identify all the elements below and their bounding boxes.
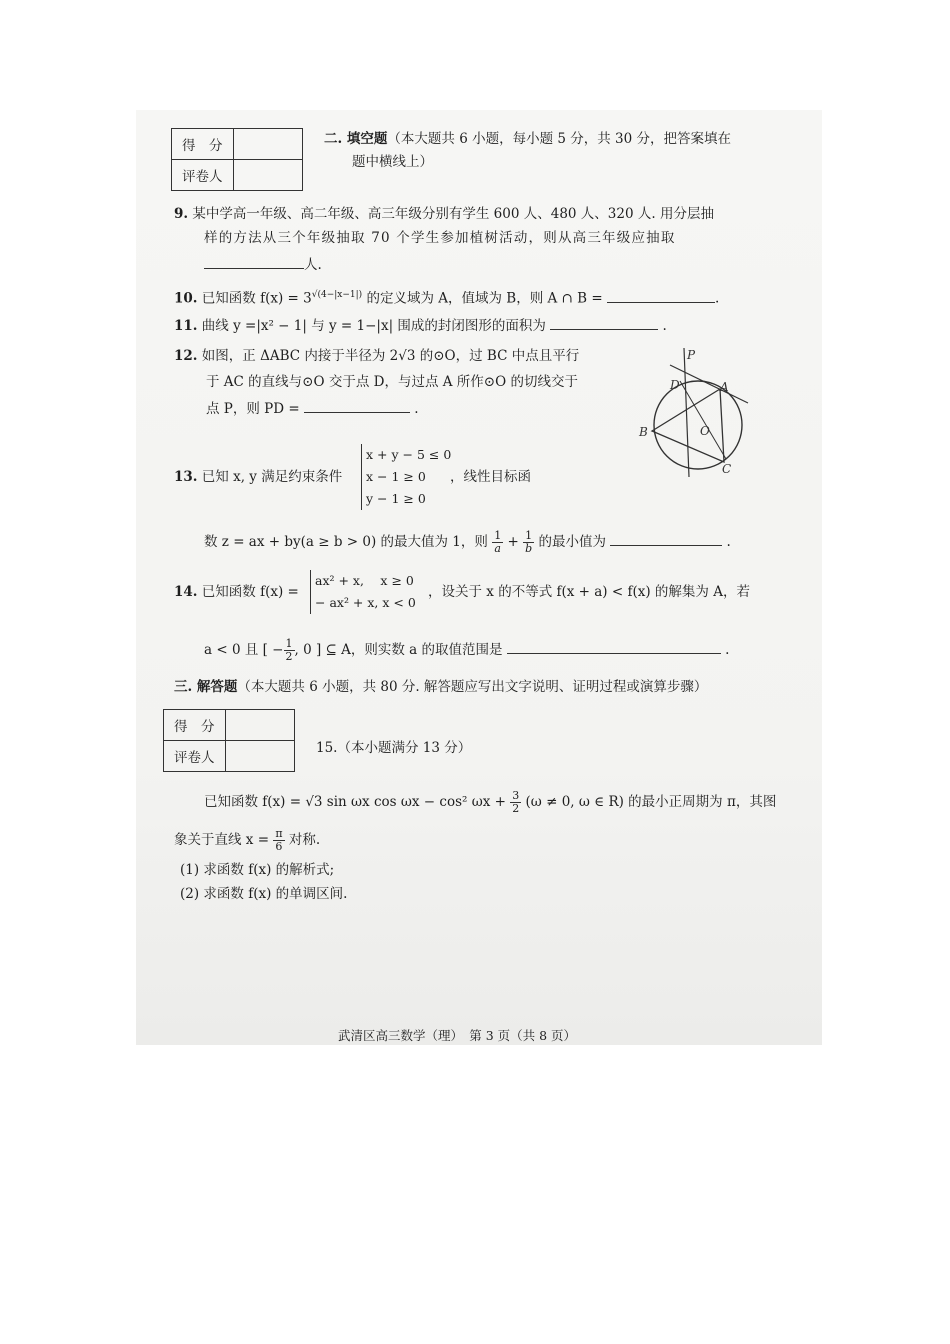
line-through-d [684,348,689,477]
score-value-cell [233,129,302,160]
fraction: $\frac{1}{2}$ [285,637,293,663]
q14-lead: 14. 已知函数 f(x) = [174,584,299,600]
q14-tail: ，设关于 x 的不等式 f(x + a) < f(x) 的解集为 A，若 [428,584,750,600]
grader-label: 评卷人 [172,160,234,191]
label-b: B [639,425,648,439]
q15-line1: 已知函数 f(x) = √3 sin ωx cos ωx − cos² ωx + $\frac{3}{2}$ (ω ≠ 0, ω ∈ R) 的最小正周期为 π，其图 [204,789,777,815]
answer-blank [550,315,658,330]
score-table-q15 [163,709,295,772]
page-footer: 武清区高三数学（理） 第 3 页（共 8 页） [338,1028,577,1043]
answer-blank [304,398,410,413]
q14-piecewise: ax² + x, x ≥ 0 − ax² + x, x < 0 [310,570,416,614]
scanned-page [136,110,822,1045]
q15-line2: 象关于直线 x = $\frac{\pi}{6}$ 对称. [174,827,321,853]
score-label: 得 分 [164,710,226,741]
label-p: P [687,348,696,362]
fraction: $\frac{1}{a}$ [494,529,502,555]
q12-line1: 12. 如图，正 ΔABC 内接于半径为 2√3 的⊙O，过 BC 中点且平行 [174,348,580,364]
q15-title: 15.（本小题满分 13 分） [316,740,472,756]
grader-value-cell [225,741,294,772]
grader-value-cell [233,160,302,191]
q9-line2: 样的方法从三个年级抽取 70 个学生参加植树活动，则从高三年级应抽取 [204,230,676,246]
q14-line2: a < 0 且 [ − $\frac{1}{2}$ , 0 ] ⊆ A，则实数 a 的取值范围是 . [204,637,730,663]
score-value-cell [225,710,294,741]
grader-label: 评卷人 [164,741,226,772]
q9-line3: 人. [204,254,322,275]
q15-sub1: (1) 求函数 f(x) 的解析式; [180,862,335,878]
q15-sub2: (2) 求函数 f(x) 的单调区间. [180,886,348,902]
answer-blank [204,254,304,269]
answer-blank [507,639,721,654]
label-a: A [720,380,729,394]
answer-blank [607,288,715,303]
label-d: D [670,378,680,392]
circle-triangle-figure [630,345,760,480]
q9-line1: 9. 某中学高一年级、高二年级、高三年级分别有学生 600 人、480 人、320 人. 用分层抽 [174,206,714,222]
fraction: $\frac{1}{b}$ [525,529,533,555]
score-label: 得 分 [172,129,234,160]
answer-blank [610,531,722,546]
label-c: C [722,462,732,476]
q13-lead: 13. 已知 x, y 满足约束条件 [174,469,343,485]
label-o: O [700,424,710,438]
q12-line3: 点 P，则 PD = . [206,398,419,419]
q12-line2: 于 AC 的直线与⊙O 交于点 D，与过点 A 所作⊙O 的切线交于 [206,374,578,390]
q11: 11. 曲线 y =|x² − 1| 与 y = 1−|x| 围成的封闭图形的面积为 . [174,315,667,336]
score-table-section2 [171,128,303,191]
q10: 10. 已知函数 $f(x) = 3^{√(4-|x-1|)}$ 的定义域为 A，值域为 B，则 A ∩ B = . [174,285,719,309]
q13-line2: 数 z = ax + by(a ≥ b > 0) 的最大值为 1，则 $\frac{1}{a}$ + $\frac{1}{b}$ 的最小值为 . [204,529,731,555]
fraction: $\frac{3}{2}$ [512,789,520,815]
fraction: $\frac{\pi}{6}$ [275,827,283,853]
section3-header: 三. 解答题（本大题共 6 小题，共 80 分. 解答题应写出文字说明、证明过程或演算步骤） [174,679,708,695]
q13-constraints: x + y − 5 ≤ 0 x − 1 ≥ 0 y − 1 ≥ 0 [361,444,451,510]
section2-header-cont: 题中横线上） [352,154,433,170]
q13-tail: ，线性目标函 [450,469,531,485]
section2-header: 二. 填空题（本大题共 6 小题，每小题 5 分，共 30 分，把答案填在 [324,131,732,147]
